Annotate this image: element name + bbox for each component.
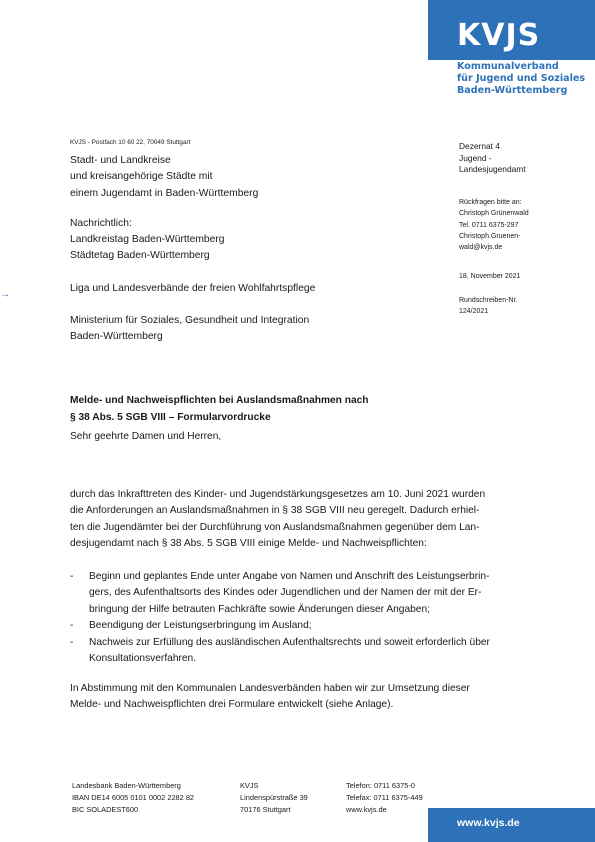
- recipient-line: Städtetag Baden-Württemberg: [70, 250, 210, 262]
- contact-line: Rückfragen bitte an:: [459, 199, 522, 206]
- recipient-line: Baden-Württemberg: [70, 331, 163, 343]
- bullet-dash: -: [70, 571, 74, 582]
- footer-website-link[interactable]: www.kvjs.de: [346, 805, 387, 814]
- footer-address-line: KVJS: [240, 781, 259, 790]
- recipient-line: Ministerium für Soziales, Gesundheit und Integration: [70, 315, 310, 327]
- list-item: [70, 618, 540, 634]
- list-item-line: Konsultationsverfahren.: [89, 653, 197, 665]
- recipient-line: Landkreistag Baden-Württemberg: [70, 234, 225, 246]
- circular-line: Rundschreiben-Nr.: [459, 297, 518, 304]
- list-item-line: gers, des Aufenthaltsorts des Kindes oder Jugendlichen und der Namen der mit der Er-: [89, 587, 482, 599]
- footer-address-line: Lindenspürstraße 39: [240, 793, 308, 802]
- circular-number: 124/2021: [459, 308, 489, 316]
- contact-email[interactable]: wald@kvjs.de: [459, 244, 503, 252]
- salutation: [70, 429, 528, 445]
- footer-contact: [346, 780, 423, 816]
- paragraph-line: In Abstimmung mit den Kommunalen Landesverbänden haben wir zur Umsetzung dieser: [70, 683, 470, 694]
- sidebar-contact: [459, 197, 579, 253]
- paragraph-intro: [70, 487, 528, 552]
- department-line: Landesjugendamt: [459, 164, 526, 174]
- department-line: Dezernat 4: [459, 141, 500, 151]
- letter-subject: [70, 393, 369, 426]
- sender-address-line: KVJS - Postfach 10 60 22, 70049 Stuttgart: [70, 139, 191, 146]
- footer-address-line: 70176 Stuttgart: [240, 805, 291, 814]
- list-item-line: Beginn und geplantes Ende unter Angabe von Namen und Anschrift des Leistungserbrin-: [89, 571, 490, 582]
- bullet-dash: -: [70, 636, 74, 648]
- list-item-line: Nachweis zur Erfüllung des ausländischen Aufenthaltsrechts und soweit erforderlich über: [89, 636, 490, 648]
- recipient-line: und kreisangehörige Städte mit: [70, 171, 213, 183]
- recipient-line: Liga und Landesverbände der freien Wohlfahrtspflege: [70, 282, 316, 294]
- list-item-line: bringung der Hilfe betrauten Fachkräfte sowie Änderungen dieser Angaben;: [89, 603, 430, 615]
- logo-wordmark: KVJS: [457, 18, 541, 53]
- footer-bank-line: Landesbank Baden-Württemberg: [72, 781, 181, 790]
- contact-line: Christoph.Gruenen-: [459, 232, 521, 240]
- paragraph-line: die Anforderungen an Auslandsmaßnahmen in § 38 SGB VIII neu geregelt. Dadurch erhiel-: [70, 505, 480, 517]
- list-item: [70, 569, 540, 618]
- subject-line: Melde- und Nachweispflichten bei Auslandsmaßnahmen nach: [70, 395, 369, 406]
- footer-fax: Telefax: 0711 6375-449: [346, 793, 423, 802]
- footer-bank-line: BIC SOLADEST600: [72, 805, 139, 814]
- paragraph-forms: [70, 681, 528, 714]
- footer-bank-line: IBAN DE14 6005 0101 0002 2282 82: [72, 793, 195, 802]
- logo-subtitle-line: Baden-Württemberg: [457, 85, 568, 96]
- recipient-line: einem Jugendamt in Baden-Württemberg: [70, 187, 259, 199]
- footer-phone: Telefon: 0711 6375-0: [346, 781, 415, 790]
- paragraph-line: durch das Inkrafttreten des Kinder- und Jugendstärkungsgesetzes am 10. Juni 2021 wurden: [70, 489, 486, 500]
- paragraph-line: Melde- und Nachweispflichten drei Formulare entwickelt (siehe Anlage).: [70, 699, 394, 711]
- footer-url-link[interactable]: www.kvjs.de: [457, 817, 520, 829]
- footer-bank: [72, 780, 194, 816]
- department-line: Jugend -: [459, 152, 492, 163]
- letter-date: 18. November 2021: [459, 273, 521, 280]
- arrow-right-icon: →: [0, 289, 10, 300]
- subject-line: § 38 Abs. 5 SGB VIII – Formularvordrucke: [70, 411, 271, 423]
- sidebar-department: [459, 141, 579, 176]
- logo-subtitle: [457, 61, 585, 97]
- sidebar-circular: [459, 295, 579, 318]
- list-item-line: Beendigung der Leistungserbringung im Ausland;: [89, 620, 312, 632]
- list-item: [70, 635, 540, 668]
- contact-line: Christoph Grünenwald: [459, 210, 529, 218]
- logo-subtitle-line: Kommunalverband: [457, 61, 559, 72]
- obligations-list: [70, 569, 540, 667]
- recipients-block: [70, 153, 430, 346]
- salutation-line: Sehr geehrte Damen und Herren,: [70, 431, 222, 442]
- contact-line: Tel. 0711 6375-297: [459, 221, 519, 229]
- paragraph-line: ten die Jugendämter bei der Durchführung von Auslandsmaßnahmen gegenüber dem Lan-: [70, 521, 480, 533]
- bullet-dash: -: [70, 620, 74, 632]
- sidebar-date: [459, 271, 579, 282]
- logo-subtitle-line: für Jugend und Soziales: [457, 73, 586, 84]
- recipient-line: Nachrichtlich:: [70, 217, 132, 229]
- paragraph-line: desjugendamt nach § 38 Abs. 5 SGB VIII einige Melde- und Nachweispflichten:: [70, 537, 427, 549]
- recipient-line: Stadt- und Landkreise: [70, 155, 171, 166]
- footer-address: [240, 780, 308, 816]
